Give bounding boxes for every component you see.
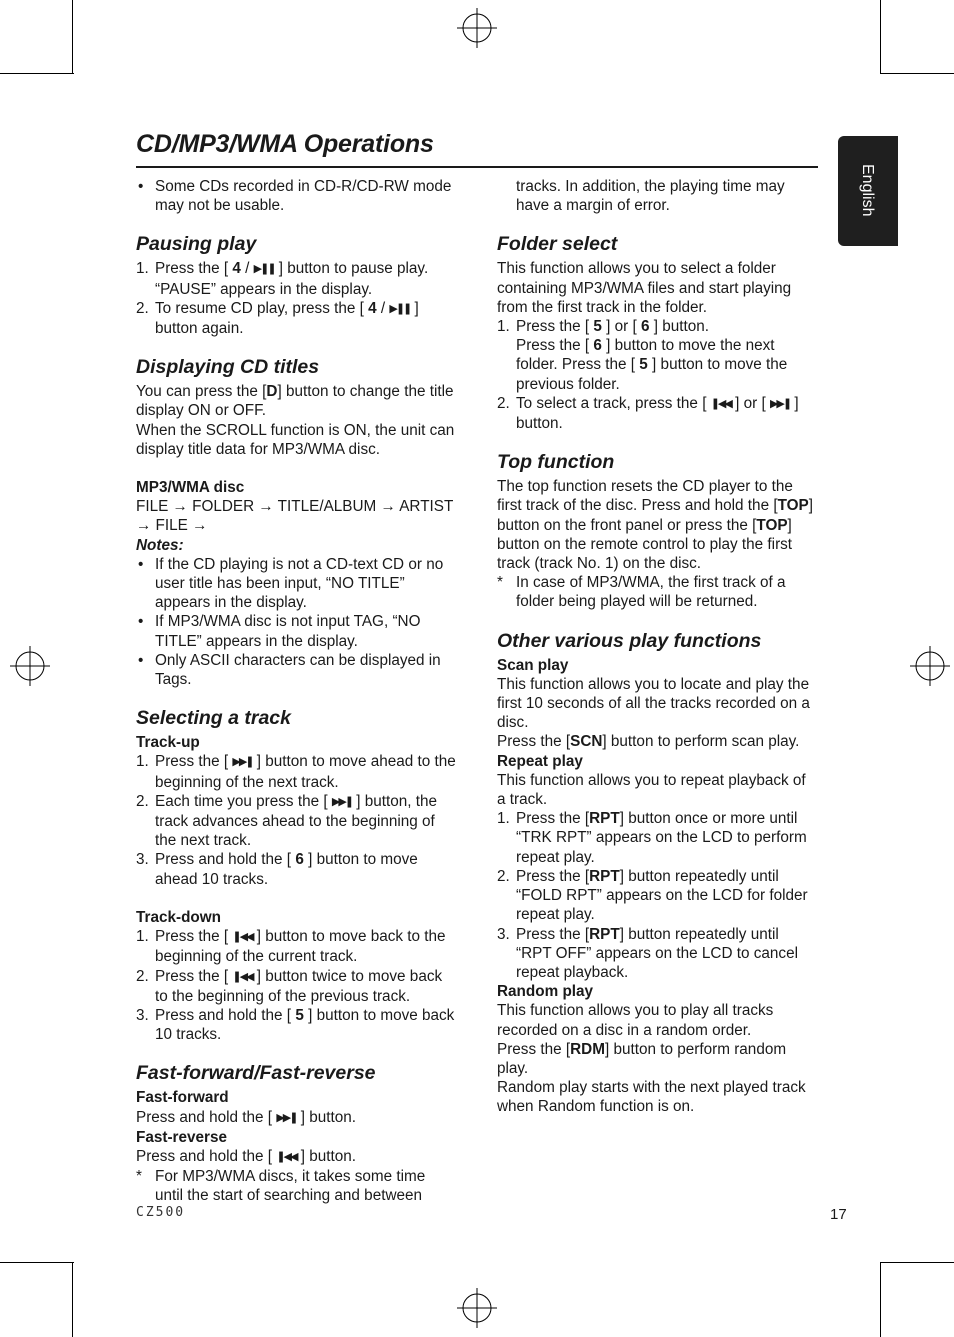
text: ] button. xyxy=(296,1147,356,1165)
paragraph: When the SCROLL function is ON, the unit can display title data for MP3/WMA disc. xyxy=(136,421,455,458)
next-track-icon: ▶▶❚ xyxy=(232,756,253,769)
text: ] or [ xyxy=(730,394,770,412)
text: Press the [ xyxy=(497,1040,571,1058)
text: ] button once or more until “TRK RPT” appears on the LCD to perform repeat play. xyxy=(516,810,807,866)
key-label: RDM xyxy=(570,1040,605,1058)
key-label: 6 xyxy=(641,318,650,336)
right-column xyxy=(497,177,817,1117)
item-number: 1. xyxy=(136,753,149,771)
language-tab-label: English xyxy=(859,164,876,217)
play-pause-icon: ▶❚❚ xyxy=(253,263,275,276)
next-track-icon: ▶▶❚ xyxy=(331,795,352,808)
list-item-continued xyxy=(497,177,817,215)
page-number: 17 xyxy=(830,1206,847,1223)
text: ] button repeatedly until “FOLD RPT” appears on the LCD for folder repeat play. xyxy=(516,867,808,924)
text: You can press the [ xyxy=(136,383,267,401)
list-item xyxy=(136,1006,456,1044)
text: ] or [ xyxy=(601,318,641,336)
text: ] button on the front panel or press the [ xyxy=(497,497,813,534)
sub-heading: Fast-reverse xyxy=(136,1128,227,1146)
text: Press the [ xyxy=(516,318,594,336)
text: Press the [ xyxy=(516,337,594,355)
key-label: RPT xyxy=(589,925,620,943)
paragraph: This function allows you to locate and play the first 10 seconds of all the tracks recorded on a disc. xyxy=(497,675,810,732)
text: To select a track, press the [ xyxy=(516,394,711,412)
key-label: 5 xyxy=(639,356,648,374)
item-number: 1. xyxy=(136,260,149,278)
text: ] button to change the title display ON or OFF. xyxy=(136,383,454,420)
crop-mark xyxy=(880,0,881,74)
sub-heading: Random play xyxy=(497,983,594,1001)
bullet-icon: • xyxy=(138,178,144,195)
note-text: In case of MP3/WMA, the first track of a folder being played will be returned. xyxy=(516,574,786,611)
list-item xyxy=(497,809,817,867)
text: Press the [ xyxy=(155,260,233,278)
item-number: 1. xyxy=(497,318,510,336)
list-item xyxy=(136,555,456,613)
item-number: 3. xyxy=(497,925,510,943)
text: The top function resets the CD player to the first track of the disc. Press and hold the [ xyxy=(497,478,793,515)
text: ] button again. xyxy=(155,299,419,338)
key-label: RPT xyxy=(589,810,620,828)
text: Press and hold the [ xyxy=(155,851,296,869)
crop-mark xyxy=(880,73,954,74)
text: ] button to move back to the beginning of the current track. xyxy=(155,928,446,966)
list-item xyxy=(497,317,817,394)
language-tab xyxy=(838,136,898,246)
item-number: 2. xyxy=(497,394,510,412)
list-item xyxy=(136,792,456,851)
crop-mark xyxy=(880,1262,881,1337)
text: ] button to perform scan play. xyxy=(602,733,800,751)
key-label: RPT xyxy=(589,867,620,885)
sub-heading: Track-down xyxy=(136,908,221,926)
text: ] button to pause play. “PAUSE” appears in the display. xyxy=(155,260,429,298)
note-text: tracks. In addition, the playing time may have a margin of error. xyxy=(516,178,785,215)
list-item xyxy=(136,1167,456,1205)
display-sequence: FILE → FOLDER → TITLE/ALBUM → ARTIST → FILE → xyxy=(136,498,454,535)
list-item xyxy=(136,177,456,215)
paragraph: This function allows you to select a folder containing MP3/WMA files and start playing from the first track in the folder. xyxy=(497,260,792,316)
paragraph xyxy=(136,382,456,420)
asterisk-mark: * xyxy=(136,1168,142,1186)
sub-heading: Repeat play xyxy=(497,752,583,770)
text: Press the [ xyxy=(155,753,233,771)
key-label: 6 xyxy=(295,851,304,869)
key-label: D xyxy=(266,383,278,401)
paragraph xyxy=(136,1147,456,1167)
list-item xyxy=(136,927,456,966)
item-line xyxy=(516,317,817,336)
section-heading: Top function xyxy=(497,451,615,474)
top-function-section xyxy=(497,450,817,611)
text: ] button, the track advances ahead to the beginning of the next track. xyxy=(155,792,438,850)
text: ] button to move back 10 tracks. xyxy=(155,1006,455,1044)
text: ] button to perform random play. xyxy=(497,1040,787,1077)
text: Press the [ xyxy=(516,810,590,828)
bullet-icon: • xyxy=(138,555,144,573)
paragraph xyxy=(497,1040,817,1078)
key-label: 4 xyxy=(368,299,377,317)
sub-heading: Track-up xyxy=(136,734,200,752)
fast-forward-reverse-section xyxy=(136,1061,456,1205)
crop-mark xyxy=(880,1262,954,1263)
item-number: 2. xyxy=(136,792,149,810)
paragraph: Random play starts with the next played track when Random function is on. xyxy=(497,1079,806,1116)
pausing-play-section xyxy=(136,232,456,338)
list-item xyxy=(497,925,817,983)
text: To resume CD play, press the [ xyxy=(155,299,369,317)
note-text: If the CD playing is not a CD-text CD or no user title has been input, “NO TITLE” appears in the display. xyxy=(155,555,444,612)
left-column xyxy=(136,177,456,1206)
paragraph xyxy=(497,732,817,751)
section-heading: Selecting a track xyxy=(136,707,291,730)
text: ] button on the remote control to play the first track (track No. 1) on the disc. xyxy=(497,516,793,573)
next-track-icon: ▶▶❚ xyxy=(769,397,791,410)
bullet-icon: • xyxy=(138,651,144,669)
list-item xyxy=(136,967,456,1006)
text: Press the [ xyxy=(155,928,233,946)
folder-select-section xyxy=(497,232,817,433)
spacer xyxy=(136,889,456,908)
text: Each time you press the [ xyxy=(155,792,332,810)
play-pause-icon: ▶❚❚ xyxy=(389,302,411,315)
text: ] button twice to move back to the beginning of the previous track. xyxy=(155,967,443,1005)
bullet-text: Some CDs recorded in CD-R/CD-RW mode may not be usable. xyxy=(155,178,452,215)
list-item xyxy=(136,752,456,791)
item-number: 2. xyxy=(497,867,510,885)
crop-mark xyxy=(72,0,73,74)
list-item xyxy=(497,573,817,611)
text: Press and hold the [ xyxy=(136,1147,277,1165)
text: ] button. xyxy=(296,1108,356,1126)
section-heading: Displaying CD titles xyxy=(136,356,320,379)
key-label: 6 xyxy=(593,337,602,355)
note-text: Only ASCII characters can be displayed in Tags. xyxy=(155,651,441,689)
paragraph xyxy=(497,477,817,573)
text: Press and hold the [ xyxy=(136,1108,277,1126)
page-title: CD/MP3/WMA Operations xyxy=(136,130,434,158)
text: ] button to move the next folder. Press the [ xyxy=(516,337,775,374)
crop-mark xyxy=(72,1262,73,1337)
item-number: 2. xyxy=(136,299,149,317)
text: Press the [ xyxy=(497,733,571,751)
item-number: 1. xyxy=(136,928,149,946)
other-play-functions-section xyxy=(497,629,817,1117)
list-item xyxy=(136,651,456,689)
list-item xyxy=(497,867,817,925)
text: ] button. xyxy=(649,318,710,336)
next-track-icon: ▶▶❚ xyxy=(276,1111,297,1124)
text: ] button to move ahead 10 tracks. xyxy=(155,851,418,888)
key-label: 5 xyxy=(295,1006,304,1024)
text: Press the [ xyxy=(155,967,233,985)
list-item xyxy=(136,259,456,298)
spacer xyxy=(136,459,456,478)
list-item xyxy=(136,299,456,338)
sub-heading: MP3/WMA disc xyxy=(136,479,245,497)
selecting-track-section xyxy=(136,706,456,1044)
bullet-icon: • xyxy=(138,613,144,631)
key-label: TOP xyxy=(756,516,788,534)
title-rule xyxy=(136,166,818,168)
text: / xyxy=(240,260,254,278)
section-heading: Folder select xyxy=(497,233,618,256)
key-label: 4 xyxy=(232,260,241,278)
crop-mark xyxy=(0,73,74,74)
text: ] button to move the previous folder. xyxy=(516,356,788,393)
section-heading: Pausing play xyxy=(136,233,257,256)
crop-mark xyxy=(0,1262,74,1263)
registration-mark-icon xyxy=(910,646,950,686)
registration-mark-icon xyxy=(457,1288,497,1328)
text: Press the [ xyxy=(516,867,590,885)
key-label: 5 xyxy=(593,318,602,336)
item-line xyxy=(516,336,817,394)
registration-mark-icon xyxy=(10,646,50,686)
text: ] button to move ahead to the beginning of the next track. xyxy=(155,753,456,791)
paragraph: This function allows you to repeat playback of a track. xyxy=(497,771,806,809)
key-label: TOP xyxy=(777,497,809,515)
item-number: 2. xyxy=(136,967,149,985)
paragraph: This function allows you to play all tracks recorded on a disc in a random order. xyxy=(497,1002,774,1039)
model-name: CZ500 xyxy=(136,1205,186,1220)
text: ] button repeatedly until “RPT OFF” appears on the LCD to cancel repeat playback. xyxy=(516,925,798,981)
list-item xyxy=(136,850,456,888)
item-number: 3. xyxy=(136,1006,149,1024)
item-number: 1. xyxy=(497,810,510,828)
item-number: 3. xyxy=(136,851,149,869)
previous-track-icon: ❚◀◀ xyxy=(710,397,731,410)
note-text: If MP3/WMA disc is not input TAG, “NO TITLE” appears in the display. xyxy=(155,613,421,650)
section-heading: Other various play functions xyxy=(497,629,762,652)
sub-heading: Fast-forward xyxy=(136,1089,229,1107)
note-text: For MP3/WMA discs, it takes some time until the start of searching and between xyxy=(155,1168,426,1205)
notes-heading: Notes: xyxy=(136,536,184,554)
previous-track-icon: ❚◀◀ xyxy=(276,1150,297,1163)
list-item xyxy=(497,394,817,433)
section-heading: Fast-forward/Fast-reverse xyxy=(136,1062,376,1085)
displaying-titles-section xyxy=(136,355,456,689)
previous-track-icon: ❚◀◀ xyxy=(232,970,253,983)
key-label: SCN xyxy=(570,733,603,751)
asterisk-mark: * xyxy=(497,574,503,592)
text: ] button. xyxy=(516,394,799,433)
text: / xyxy=(376,299,390,317)
sub-heading: Scan play xyxy=(497,656,569,674)
registration-mark-icon xyxy=(457,8,497,48)
text: Press and hold the [ xyxy=(155,1006,296,1024)
text: Press the [ xyxy=(516,925,590,943)
list-item xyxy=(136,612,456,650)
previous-track-icon: ❚◀◀ xyxy=(232,931,253,944)
paragraph xyxy=(136,1108,456,1128)
